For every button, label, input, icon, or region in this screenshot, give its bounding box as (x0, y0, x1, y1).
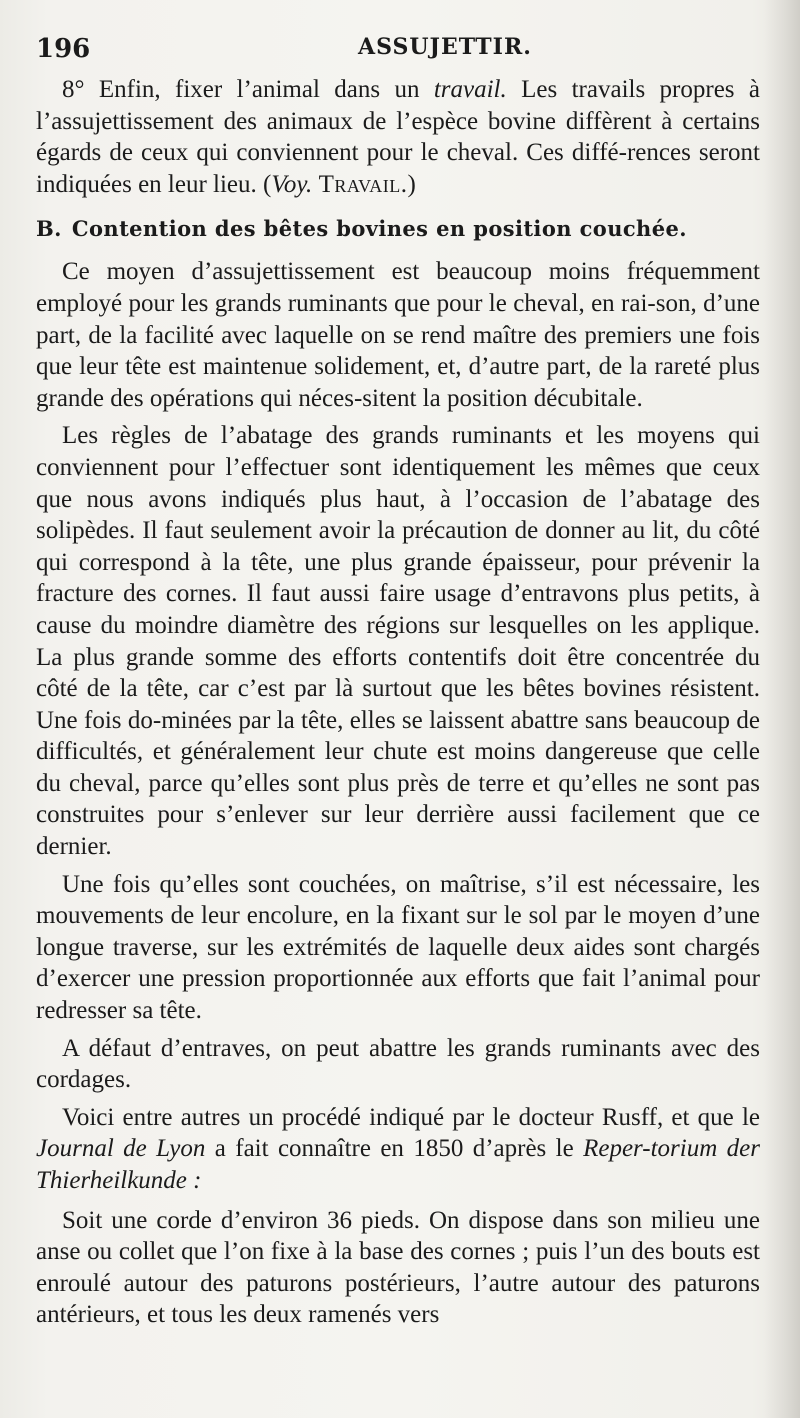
page-header (36, 34, 756, 70)
paragraph-1-end: ) (407, 170, 416, 198)
paragraph-1-text: 8° Enfin, fixer l’animal dans un (62, 76, 434, 103)
paragraph-6-italic: Journal de Lyon (36, 1135, 206, 1163)
section-heading (36, 215, 760, 243)
paragraph-1-text-2: Les travails propres à l’assujettissement des animaux de l’espèce bovine diffèrent à certains égards de ceux qui conviennent pour le cheval. Ces diffé-rences seront indiquées en leur lieu. ( (36, 76, 760, 198)
page-gutter-shadow (764, 0, 800, 1418)
paragraph-6-italic-2: Reper-torium der Thierheilkunde : (36, 1135, 760, 1194)
paragraph-6-text: Voici entre autres un procédé indiqué par le docteur Rusff, et que le (62, 1103, 760, 1131)
paragraph-7: Soit une corde d’environ 36 pieds. On dispose dans son milieu une anse ou collet que l’on fixe à la base des cornes ; puis l’un des bouts est enroulé autour des paturons postérieurs, l’autre autour des paturons antérieurs, et tous les deux ramenés vers (36, 1206, 760, 1329)
paragraph-3: Les règles de l’abatage des grands ruminants et les moyens qui conviennent pour l’effectuer sont identiquement les mêmes que ceux que nous avons indiqués plus haut, à l’occasion de l’abatage des solipèdes. Il faut seulement avoir la précaution de donner au lit, du côté qui correspond à la tête, une plus grande épaisseur, pour prévenir la fracture des cornes. Il faut aussi faire usage d’entravons plus petits, à cause du moindre diamètre des régions sur lesquelles on les applique. La plus grande somme des efforts contentifs doit être concentrée du côté de la tête, car c’est par là surtout que les bêtes bovines résistent. Une fois do-minées par la tête, elles se laissent abattre sans beaucoup de difficultés, et généralement leur chute est moins dangereuse que celle du cheval, parce qu’elles sont plus près de terre et qu’elles ne sont pas construites pour s’enlever sur leur derrière aussi facilement que ce dernier. (36, 422, 760, 861)
paragraph-1-italic-2: Voy. (271, 170, 313, 198)
paragraph-2: Ce moyen d’assujettissement est beaucoup moins fréquemment employé pour les grands ruminants que pour le cheval, en rai-son, d’une part, de la facilité avec laquelle on se rend maître des premiers une fois que leur tête est maintenue solidement, et, d’autre part, de la rareté plus grande des opérations qui néces-sitent la position décubitale. (36, 258, 760, 412)
paragraph-5: A défaut d’entraves, on peut abattre les grands ruminants avec des cordages. (36, 1034, 760, 1094)
running-head: ASSUJETTIR. (358, 34, 532, 60)
paragraph-1 (36, 74, 760, 200)
paragraph-6 (36, 1102, 760, 1197)
paragraph-4: Une fois qu’elles sont couchées, on maîtrise, s’il est nécessaire, les mouvements de leur encolure, en la fixant sur le sol par le moyen d’une longue traverse, sur les extrémités de laquelle deux aides sont chargés d’exercer une pression proportionnée aux efforts que fait l’animal pour redresser sa tête. (36, 870, 760, 1025)
paragraph-1-italic: travail. (433, 76, 507, 103)
paragraph-1-cross-reference: Travail. (312, 170, 408, 198)
paragraph-6-text-2: a fait connaître en 1850 d’après le (205, 1135, 584, 1163)
page-number: 196 (36, 34, 91, 64)
section-heading-text: Contention des bêtes bovines en position couchée. (71, 216, 687, 242)
body-text (36, 74, 760, 1331)
section-heading-marker: B. (36, 216, 62, 242)
